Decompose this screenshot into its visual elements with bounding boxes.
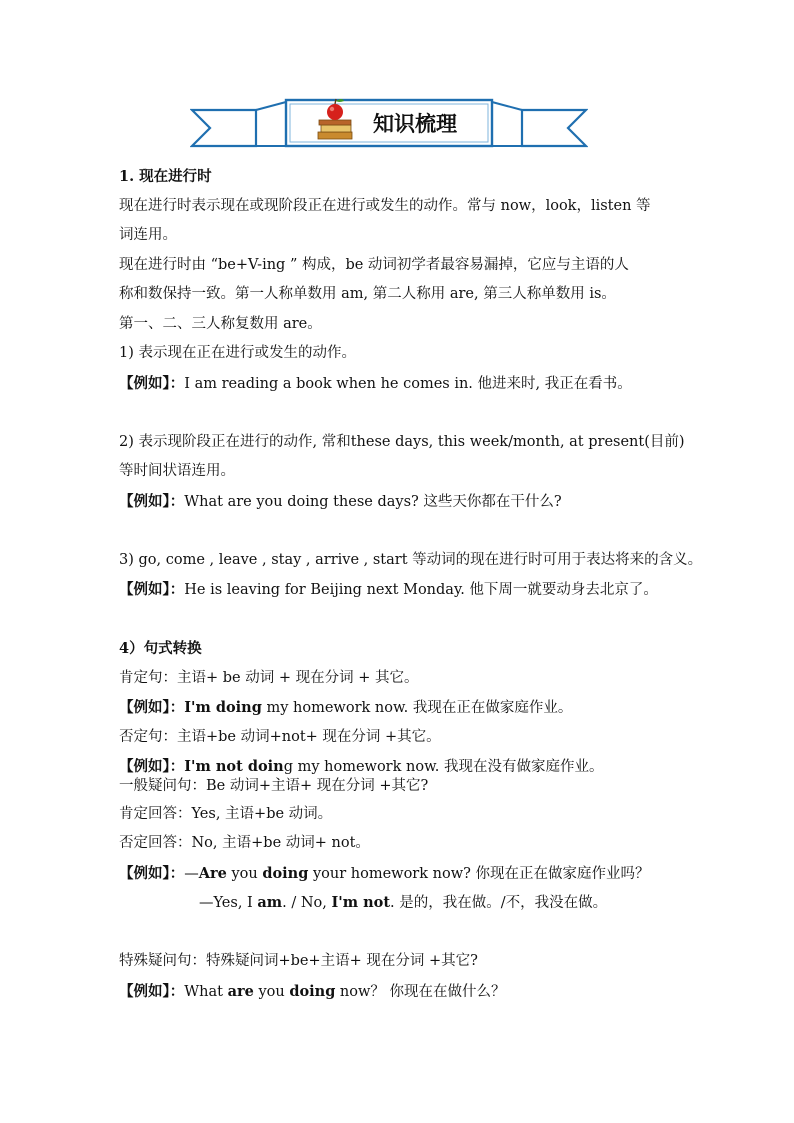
example-line [119,575,689,605]
example-text: now？ 你现在在做什么？ [335,983,506,1000]
example-bold: doing [262,864,309,882]
example-label: 【例如】： [119,374,185,392]
pattern-line: 肯定句：主语+ be 动词 + 现在分词 + 其它。 [119,669,419,686]
example-text: . 是的，我在做。/不，我没在做。 [390,895,608,911]
paragraph-line: 现在进行时表示现在或现阶段正在进行或发生的动作。常与 now，look，listen 等 [119,197,651,214]
usage-item: 2) 表示现阶段正在进行的动作, 常和these days, this week/month, at present(目前) [119,433,685,450]
example-label: 【例如】： [119,581,185,598]
document-body [119,162,703,1006]
usage-item: 1) 表示现在正在进行或发生的动作。 [119,345,356,361]
section-heading: 4）句式转换 [119,640,202,657]
example-text: g my homework now. 我现在没有做家庭作业。 [283,759,604,775]
example-bold: I'm not doin [184,758,284,775]
example-bold: I'm doing [184,699,262,716]
example-text: you [253,983,290,1000]
paragraph-line: 词连用。 [119,227,177,243]
example-text: my homework now. 我现在正在做家庭作业。 [261,700,573,716]
example-label: 【例如】： [119,864,185,882]
example-line [119,977,689,1007]
example-text: I am reading a book when he comes in. 他进来时, 我正在看书。 [184,375,632,392]
section-heading: 1. 现在进行时 [119,168,212,185]
example-text: you [226,865,263,882]
pattern-line: 否定句：主语+be 动词+not+ 现在分词 +其它。 [119,728,441,745]
example-label: 【例如】： [119,492,185,510]
example-text: What [184,983,228,1000]
pattern-line: 否定回答：No, 主语+be 动词+ not。 [119,835,370,851]
pattern-line: 特殊疑问句：特殊疑问词+be+主语+ 现在分词 +其它? [119,953,478,969]
paragraph-line: 第一、二、三人称复数用 are。 [119,315,322,332]
example-line [119,487,689,517]
paragraph-line: 称和数保持一致。第一人称单数用 am, 第二人称用 are, 第三人称单数用 is。 [119,286,616,302]
example-label: 【例如】： [119,699,185,716]
example-text: He is leaving for Beijing next Monday. 他下周一就要动身去北京了。 [184,582,658,598]
section-banner [190,96,588,158]
example-bold: I'm not [331,894,391,911]
example-bold: am [257,894,283,911]
banner-title: 知识梳理 [373,112,457,136]
example-bold: Are [198,864,227,882]
example-text: —Yes, I [199,895,258,911]
example-label: 【例如】： [119,982,185,1000]
example-label: 【例如】： [119,758,185,775]
example-text: What are you doing these days? 这些天你都在干什么? [184,493,562,510]
paragraph-line: 现在进行时由 “be+V-ing ” 构成，be 动词初学者最容易漏掉，它应与主语的人 [119,256,629,273]
example-line [119,859,689,889]
pattern-line: 一般疑问句：Be 动词+主语+ 现在分词 +其它? [119,777,429,794]
usage-item: 等时间状语连用。 [119,463,235,479]
example-dash: — [184,865,199,882]
example-line [119,369,689,399]
example-text: your homework now? 你现在正在做家庭作业吗？ [308,865,650,882]
example-text: . / No, [282,895,332,911]
example-line [119,693,689,723]
usage-item: 3) go, come , leave , stay , arrive , start 等动词的现在进行时可用于表达将来的含义。 [119,551,703,568]
example-bold: are [227,982,254,1000]
example-bold: doing [289,982,336,1000]
pattern-line: 肯定回答：Yes, 主语+be 动词。 [119,805,333,822]
example-answer-line [119,888,689,918]
